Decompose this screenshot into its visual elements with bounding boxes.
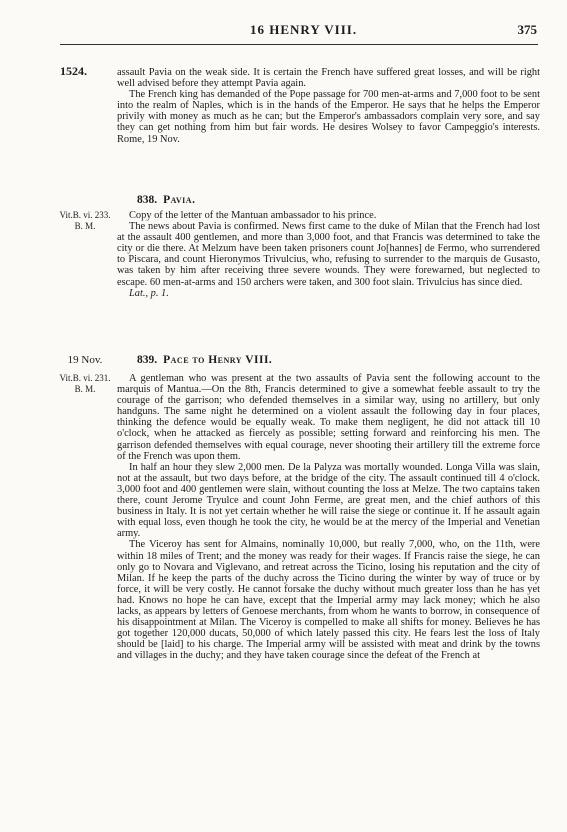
entry-838-heading [137, 194, 195, 206]
entry-number: 839. [137, 354, 158, 366]
page-header [0, 22, 567, 44]
margin-reference-838 [56, 210, 114, 232]
running-title: 16 HENRY VIII. [250, 22, 358, 37]
entry-839-heading [137, 354, 272, 366]
language-note: Lat., p. 1. [129, 287, 169, 299]
paragraph: Copy of the letter of the Mantuan ambassador to his prince. [129, 210, 377, 221]
margin-date: 19 Nov. [67, 354, 103, 366]
continued-text [117, 67, 540, 145]
entry-number: 838. [137, 194, 158, 206]
paragraph: The news about Pavia is confirmed. News first came to the duke of Milan that the French had lost at the assault 400 gentlemen, and more than 3,000 foot, and that Francis was determined to take the city or die there. At Melzum have been taken prisoners count Jo[hannes] de Fermo, who surrendered to Piscara, and count Hieronymos Trivulcius, who, refusing to surrender to the marquis de Gusasto, was taken by him after receiving three severe wounds. They were forewarned, but neglected to escape. 60 men-at-arms and 150 archers were taken, and 300 foot slain. Trivulcius has since died. [117, 221, 540, 288]
entry-838-text [117, 210, 540, 299]
reference-line: Vit.B. vi. 231. [59, 373, 111, 383]
entry-title: Pace to Henry VIII. [163, 354, 273, 366]
header-rule [60, 44, 538, 45]
margin-year: 1524. [60, 64, 87, 78]
reference-line: B. M. [74, 221, 96, 231]
reference-line: Vit.B. vi. 233. [59, 210, 111, 220]
entry-title: Pavia. [163, 194, 196, 206]
margin-reference-839 [56, 373, 114, 395]
page-number: 375 [517, 22, 537, 37]
paragraph: The Viceroy has sent for Almains, nominally 10,000, but really 7,000, who, on the 11th, were within 18 miles of Trent; and the money was ready for their wages. If Francis raise the siege, he can only go to Novara and Viglevano, and retreat across the Ticino, losing his reputation and the city of Milan. If he keep the parts of the duchy across the Ticino during the winter by way of truce or by force, it will be very costly. He cannot forsake the duchy without much greater loss than he has yet had. Knows no hope he can have, except that the Imperial army may lack money; which he also lacks, as appears by letters of Genoese merchants, from whom he wants to borrow, in consequence of his disappointment at Milan. The Viceroy is compelled to make all shifts for money. Believes he has got together 120,000 ducats, 50,000 of which lately passed this city. He fears lest the loss of Italy should be [laid] to his charge. The Imperial army will be assisted with meat and drink by the towns and villages in the duchy; and they have taken courage since the defeat of the French at [117, 539, 540, 662]
entry-839-text [117, 373, 540, 661]
paragraph: A gentleman who was present at the two assaults of Pavia sent the following account to the marquis of Mantua.—On the 8th, Francis determined to give a somewhat feeble assault to try the courage of the garrison; who defended themselves in a similar way, using no artillery, but only handguns. The same night he determined on a violent assault the following day in four places, thinking the defence would be equally weak. To make them negligent, he did not attack till 10 o'clock, when he attacked as fiercely as possible; setting forward and reinforcing his men. The garrison defended themselves with equal courage, never shooting their artillery till the extreme force of the French was upon them. [117, 373, 540, 462]
paragraph: The French king has demanded of the Pope passage for 700 men-at-arms and 7,000 foot to be sent into the realm of Naples, which is in the hands of the Emperor. He says that he helps the Emperor privily with money as much as he can; but the Emperor's ambassadors complain very sore, and say they can get nothing from him but fair words. He desires Wolsey to favor Campeggio's interests. Rome, 19 Nov. [117, 89, 540, 145]
reference-line: B. M. [74, 384, 96, 394]
paragraph: assault Pavia on the weak side. It is certain the French have suffered great losses, and will be right well advised before they attempt Pavia again. [117, 67, 540, 90]
paragraph: In half an hour they slew 2,000 men. De la Palyza was mortally wounded. Longa Villa was slain, not at the assault, but two days before, at the bridge of the city. The assault continued till 4 o'clock. 3,000 foot and 400 gentlemen were slain, without counting the loss at Melze. The two captains taken there, count Jerome Tryulce and count John Ferme, are great men, and the chief authors of this business in Italy. It is not yet certain whether he will raise the siege or continue it. If he assault again with equal loss, even though he took the city, he would be at the mercy of the Imperial and Venetian army. [117, 461, 540, 540]
